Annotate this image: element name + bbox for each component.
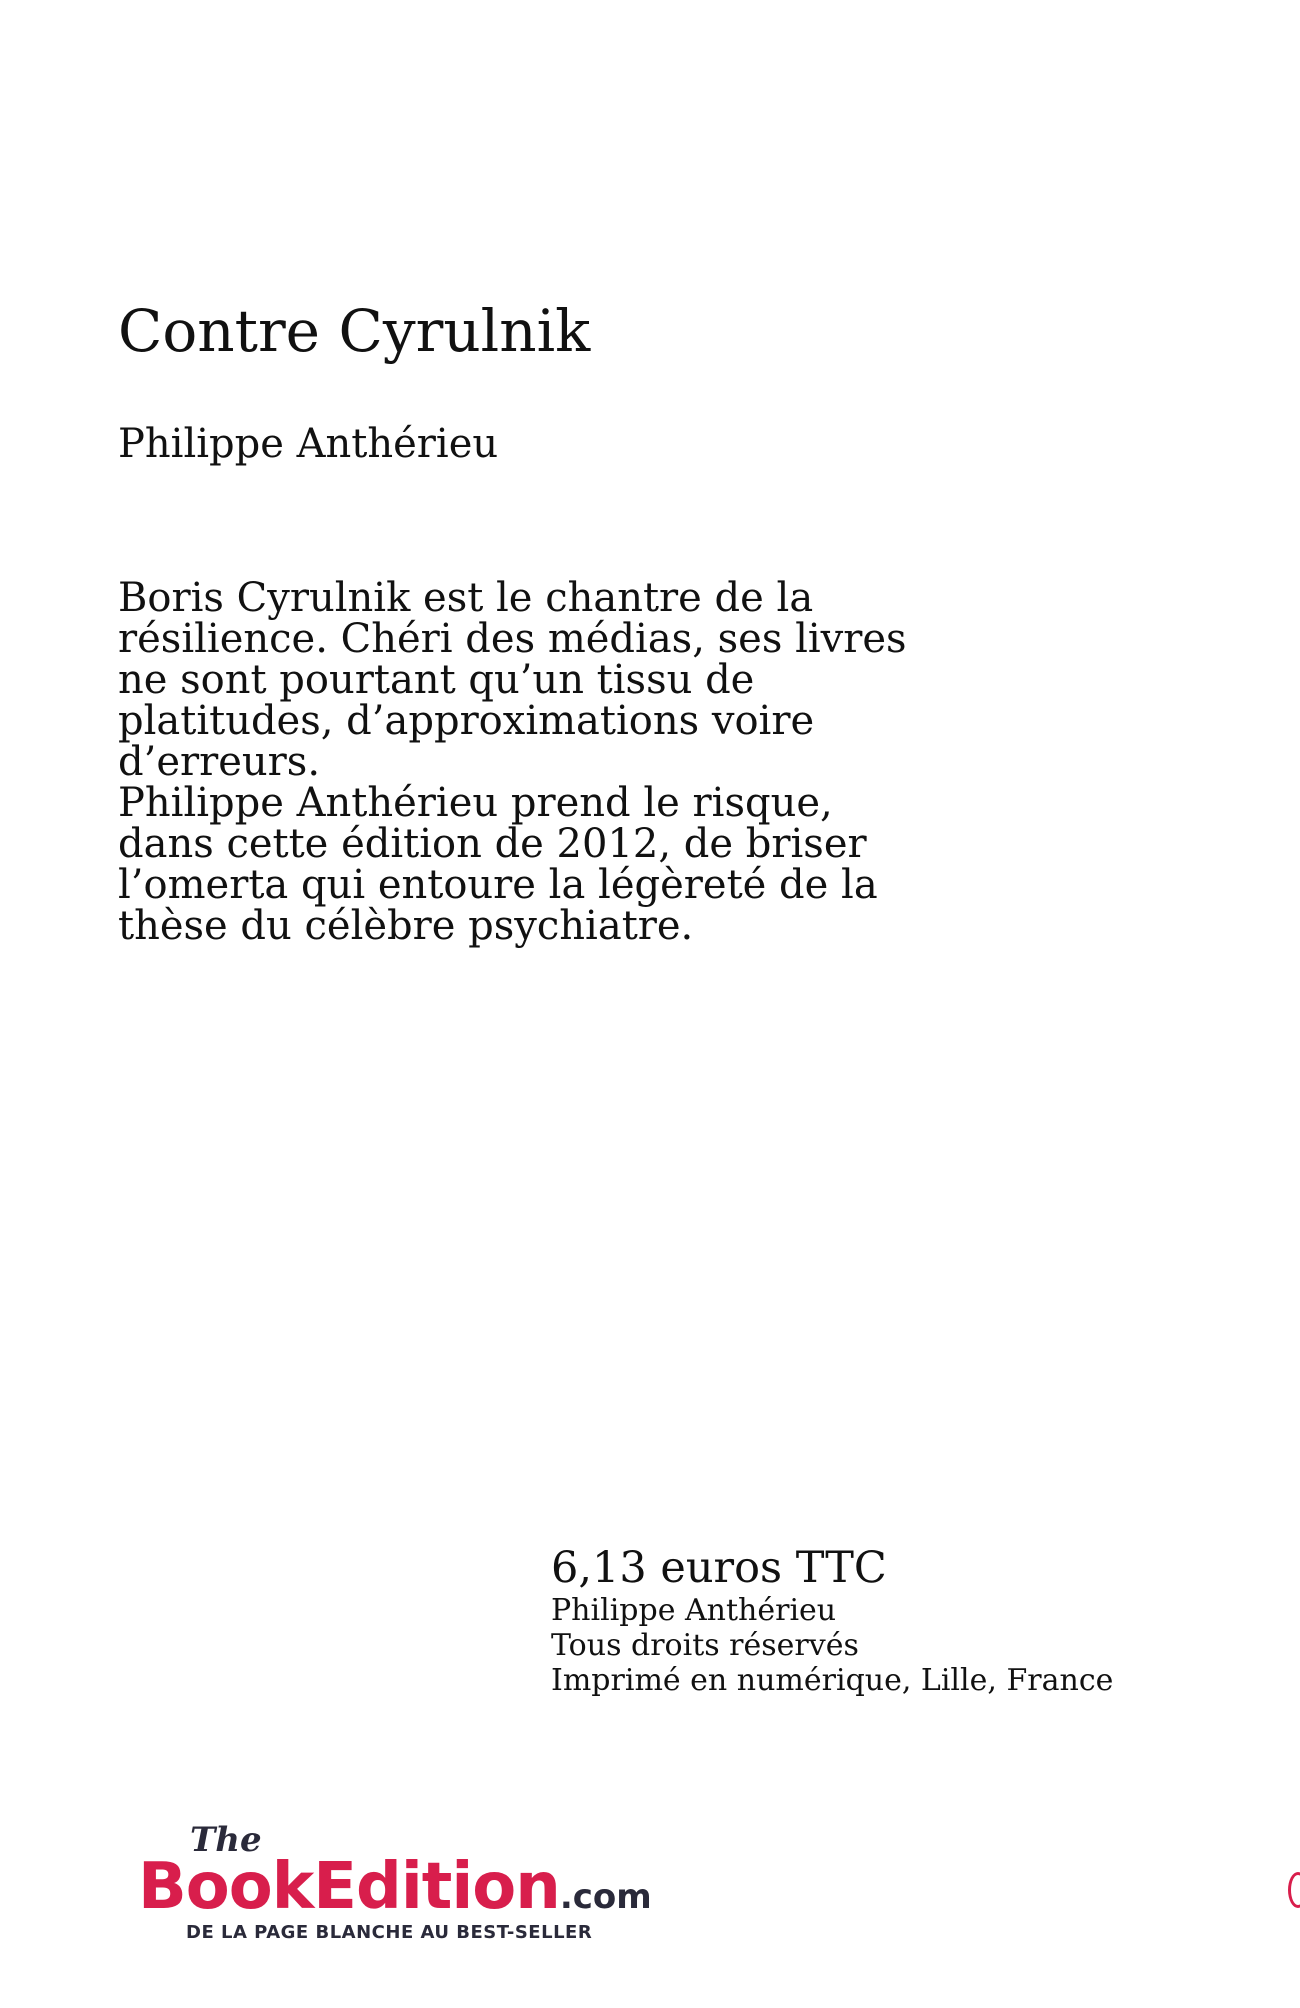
blurb-line: Boris Cyrulnik est le chantre de la — [118, 575, 814, 621]
corner-mark-icon — [1288, 1872, 1300, 1908]
blurb-line: thèse du célèbre psychiatre. — [118, 903, 694, 949]
blurb-line: l’omerta qui entoure la légèreté de la — [118, 862, 878, 908]
imprint-rights: Tous droits réservés — [551, 1628, 859, 1663]
blurb-line: platitudes, d’approximations voire — [118, 698, 815, 744]
blurb-line: dans cette édition de 2012, de briser — [118, 821, 867, 867]
logo-tagline: DE LA PAGE BLANCHE AU BEST-SELLER — [186, 1922, 593, 1943]
blurb-line: Philippe Anthérieu prend le risque, — [118, 780, 833, 826]
blurb-line: résilience. Chéri des médias, ses livres — [118, 616, 907, 662]
book-blurb — [118, 575, 938, 949]
blurb-line: d’erreurs. — [118, 739, 321, 785]
imprint-author: Philippe Anthérieu — [551, 1593, 837, 1628]
logo-domain: .com — [559, 1877, 652, 1917]
logo-brand: BookEdition — [138, 1850, 560, 1924]
price: 6,13 euros TTC — [551, 1543, 887, 1593]
imprint-printed: Imprimé en numérique, Lille, France — [551, 1663, 1114, 1698]
logo-wordmark — [138, 1852, 652, 1932]
book-title: Contre Cyrulnik — [118, 297, 591, 365]
book-author: Philippe Anthérieu — [118, 421, 499, 467]
imprint-block — [551, 1543, 1113, 1698]
publisher-logo — [138, 1822, 698, 1952]
blurb-line: ne sont pourtant qu’un tissu de — [118, 657, 755, 703]
logo-the: The — [190, 1820, 262, 1860]
